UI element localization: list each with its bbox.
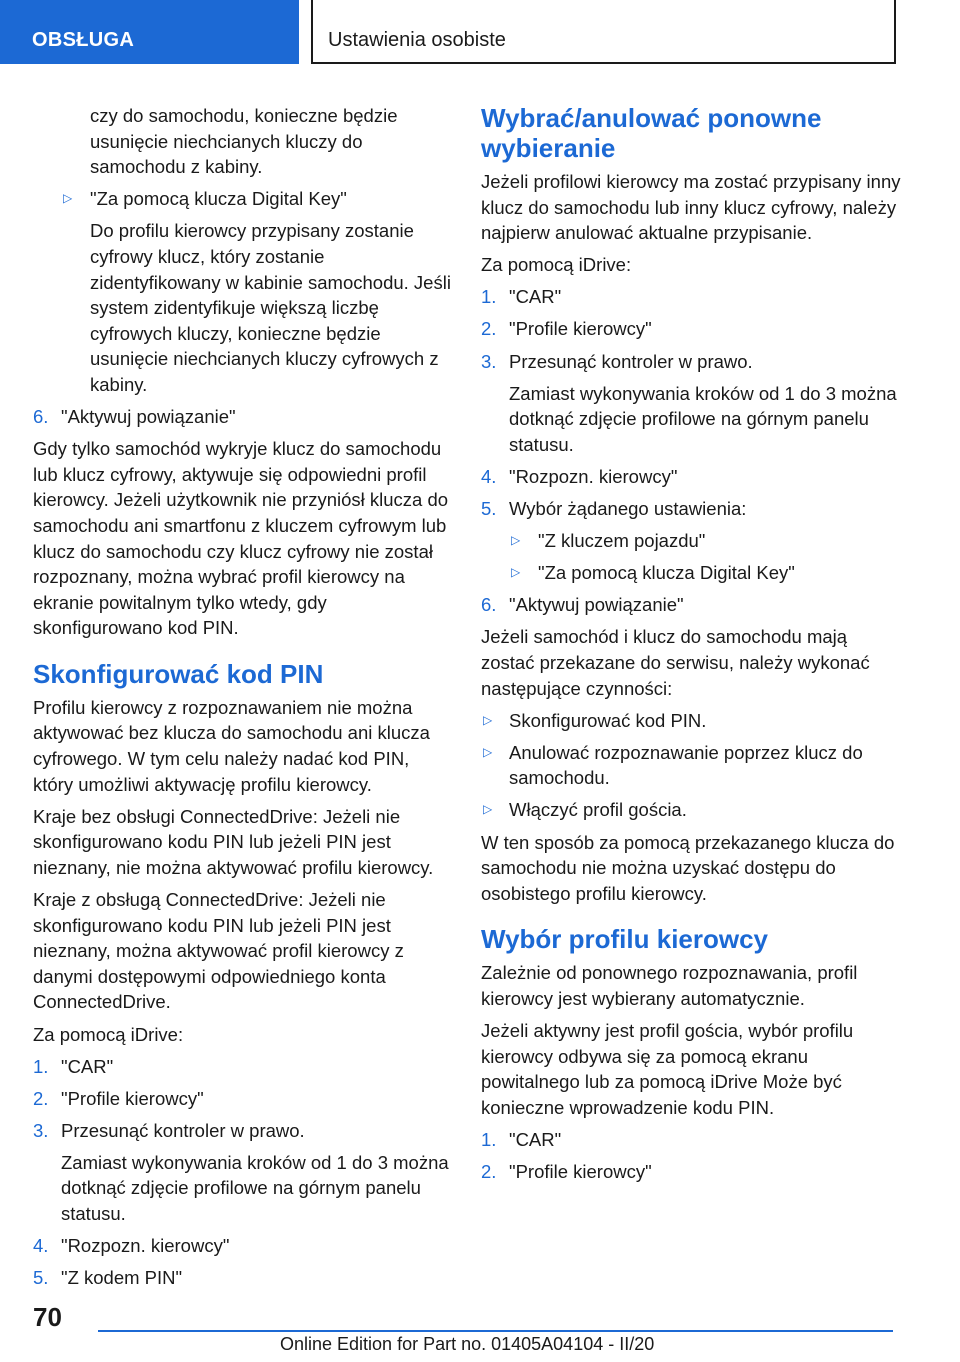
- step-number: 2.: [33, 1087, 49, 1109]
- step-text: "Rozpozn. kierowcy": [509, 465, 678, 487]
- step-text: Przesunąć kontroler w prawo.: [509, 350, 753, 372]
- service-bullet: ▷ Włączyć profil gościa.: [481, 797, 901, 823]
- step-6: [33, 404, 453, 430]
- step-text: "CAR": [61, 1055, 114, 1077]
- step-text: "Aktywuj powiązanie": [509, 594, 684, 616]
- footer-edition: Online Edition for Part no. 01405A04104 - II/20: [280, 1334, 655, 1354]
- section-tab: [0, 0, 299, 64]
- step-text: "Z kodem PIN": [61, 1267, 183, 1289]
- heading-reassign: Wybrać/anulować ponowne wybieranie: [481, 103, 822, 163]
- step-4: [33, 1233, 453, 1259]
- step-2: [481, 316, 901, 342]
- chapter-title: Ustawienia osobiste: [328, 29, 506, 51]
- footer-divider: [98, 1330, 893, 1332]
- paragraph: Zależnie od ponownego rozpoznawania, profil kierowcy jest wybierany automatycznie.: [481, 962, 858, 1009]
- step-5: [481, 496, 901, 522]
- chapter-title-box: [311, 0, 896, 64]
- step-text: Wybór żądanego ustawienia:: [509, 498, 747, 520]
- step-number: 4.: [481, 465, 497, 487]
- step-1: [481, 1127, 901, 1153]
- step-number: 1.: [33, 1055, 49, 1077]
- step-number: 5.: [481, 498, 497, 520]
- step-2: [481, 1159, 901, 1185]
- step-4: [481, 464, 901, 490]
- option-vehicle-key: ▷ "Z kluczem pojazdu": [481, 528, 901, 554]
- paragraph: Kraje bez obsługi ConnectedDrive: Jeżeli nie skonfigurowano kodu PIN lub jeżeli PIN jest nieznany, nie można aktywować profilu kierowcy.: [33, 805, 434, 878]
- left-column: [33, 103, 453, 1297]
- section-label: OBSŁUGA: [32, 29, 135, 51]
- paragraph: Jeżeli samochód i klucz do samochodu mają zostać przekazane do serwisu, należy wykonać następujące czynności:: [481, 626, 870, 699]
- step-note: Zamiast wykonywania kroków od 1 do 3 można dotknąć zdjęcie profilowe na górnym panelu statusu.: [61, 1151, 449, 1225]
- bullet-digital-key: ▷ "Za pomocą klucza Digital Key": [33, 186, 453, 212]
- right-column: [481, 103, 901, 1191]
- step-6: [481, 592, 901, 618]
- step-number: 5.: [33, 1267, 49, 1289]
- step-number: 2.: [481, 1161, 497, 1182]
- step-text: Przesunąć kontroler w prawo.: [61, 1119, 305, 1141]
- paragraph: Gdy tylko samochód wykryje klucz do samochodu lub klucz cyfrowy, aktywuje się odpowiedni profil kierowcy. Jeżeli użytkownik nie przyniósł klucza do samochodu ani smartfonu z kluczem cyfrowym lub klucz do samochodu czy klucz cyfrowy nie został rozpoznany, można wybrać profil kierowcy na ekranie powitalnym tylko wtedy, gdy skonfigurowano kod PIN.: [33, 438, 449, 639]
- paragraph: Za pomocą iDrive:: [481, 254, 632, 276]
- step-number: 1.: [481, 1128, 497, 1150]
- step-2: [33, 1086, 453, 1112]
- page-number: 70: [33, 1302, 62, 1332]
- continued-text: czy do samochodu, konieczne będzie usunięcie niechcianych kluczy do samochodu z kabiny.: [90, 105, 398, 178]
- option-digital-key: ▷ "Za pomocą klucza Digital Key": [481, 560, 901, 586]
- step-number: 2.: [481, 318, 497, 340]
- step-text: "CAR": [509, 1128, 562, 1150]
- step-number: 3.: [33, 1119, 49, 1141]
- step-number: 6.: [481, 594, 497, 616]
- heading-select-profile: Wybór profilu kierowcy: [481, 924, 769, 955]
- paragraph: Profilu kierowcy z rozpoznawaniem nie można aktywować bez klucza do samochodu ani klucza cyfrowego. W tym celu należy nadać kod PIN, który umożliwi aktywację profilu kierowcy.: [33, 696, 430, 795]
- step-text: "Profile kierowcy": [509, 1161, 652, 1182]
- step-number: 4.: [33, 1235, 49, 1257]
- paragraph: Jeżeli aktywny jest profil gościa, wybór profilu kierowcy odbywa się za pomocą ekranu powitalnego lub za pomocą iDrive Może być konieczne wprowadzenie kodu PIN.: [481, 1020, 854, 1118]
- step-text: "Profile kierowcy": [509, 318, 652, 340]
- bullet-digital-key-text: Do profilu kierowcy przypisany zostanie cyfrowy klucz, który zostanie zidentyfikowany w kabinie samochodu. Jeśli system zidentyfikuje większą liczbę cyfrowych kluczy, konieczne będzie usunięcie niechcianych kluczy cyfrowych z kabiny.: [90, 220, 451, 395]
- step-number: 3.: [481, 350, 497, 372]
- step-5: [33, 1265, 453, 1291]
- step-text: "Rozpozn. kierowcy": [61, 1235, 230, 1257]
- step-1: [33, 1054, 453, 1080]
- step-number: 1.: [481, 286, 497, 308]
- heading-pin: Skonfigurować kod PIN: [33, 658, 324, 689]
- paragraph: W ten sposób za pomocą przekazanego klucza do samochodu nie można uzyskać dostępu do osobistego profilu kierowcy.: [481, 831, 895, 904]
- step-text: "CAR": [509, 286, 562, 308]
- step-note: Zamiast wykonywania kroków od 1 do 3 można dotknąć zdjęcie profilowe na górnym panelu statusu.: [509, 382, 897, 455]
- paragraph: Za pomocą iDrive:: [33, 1023, 184, 1045]
- paragraph: Kraje z obsługą ConnectedDrive: Jeżeli nie skonfigurowano kodu PIN lub jeżeli PIN jest nieznany, można aktywować profil kierowcy z danymi dostępowymi odpowiedniego konta ConnectedDrive.: [33, 889, 404, 1013]
- step-text: "Profile kierowcy": [61, 1087, 204, 1109]
- step-number: 6.: [33, 406, 49, 428]
- paragraph: Jeżeli profilowi kierowcy ma zostać przypisany inny klucz do samochodu lub inny klucz cyfrowy, należy najpierw anulować aktualne przypisanie.: [481, 171, 901, 244]
- step-3: [33, 1118, 453, 1144]
- step-1: [481, 284, 901, 310]
- step-text: "Aktywuj powiązanie": [61, 406, 236, 428]
- service-bullet: ▷ Anulować rozpoznawanie poprzez klucz do samochodu.: [481, 740, 901, 791]
- step-3: [481, 349, 901, 375]
- service-bullet: ▷ Skonfigurować kod PIN.: [481, 708, 901, 734]
